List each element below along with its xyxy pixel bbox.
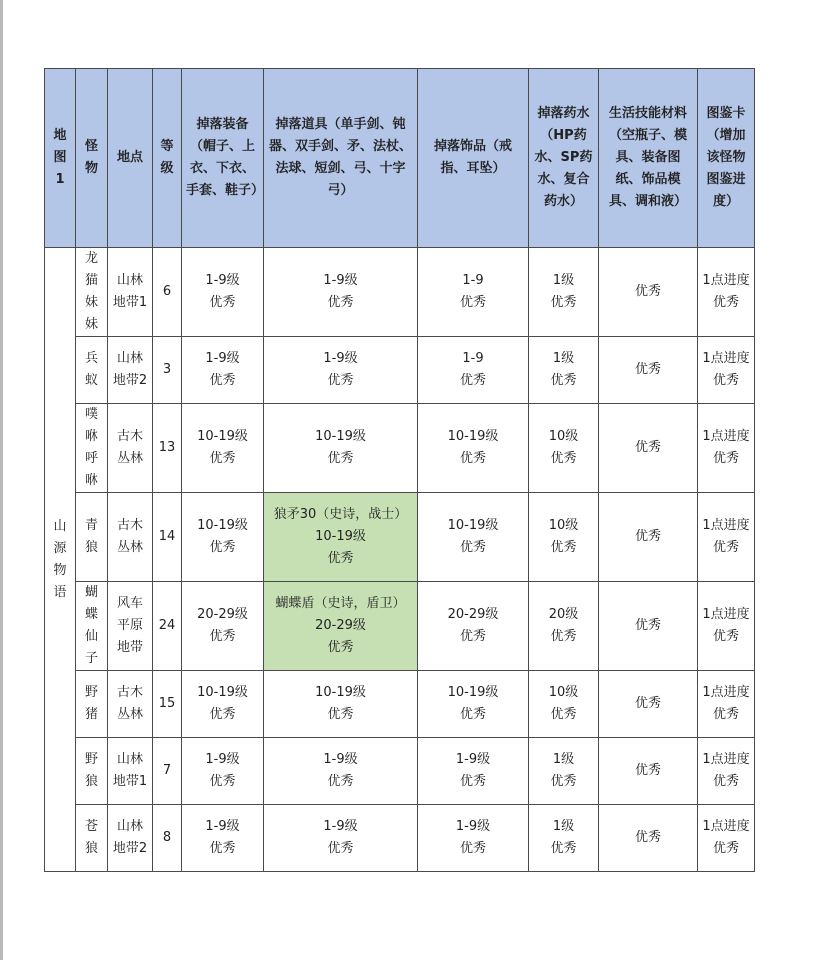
header-row <box>45 69 755 248</box>
equip-cell: 10-19级 优秀 <box>182 493 264 582</box>
material-cell: 优秀 <box>599 805 698 872</box>
location-cell: 山林地带2 <box>108 805 153 872</box>
header-accessory: 掉落饰品（戒指、耳坠） <box>418 69 529 248</box>
level-cell: 15 <box>153 671 182 738</box>
accessory-cell: 10-19级 优秀 <box>418 404 529 493</box>
equip-cell: 1-9级 优秀 <box>182 805 264 872</box>
header-monster: 怪物 <box>76 69 108 248</box>
equip-cell: 10-19级 优秀 <box>182 671 264 738</box>
potion-cell: 10级 优秀 <box>529 493 599 582</box>
material-cell: 优秀 <box>599 337 698 404</box>
potion-cell: 1级 优秀 <box>529 248 599 337</box>
accessory-cell: 1-9级 优秀 <box>418 805 529 872</box>
tool-cell: 1-9级 优秀 <box>264 337 418 404</box>
drop-table <box>44 68 755 872</box>
header-location: 地点 <box>108 69 153 248</box>
tool-cell: 1-9级 优秀 <box>264 805 418 872</box>
level-cell: 7 <box>153 738 182 805</box>
monster-cell: 龙猫妹妹 <box>76 248 108 337</box>
table-row <box>45 404 755 493</box>
accessory-cell: 10-19级 优秀 <box>418 493 529 582</box>
table-row <box>45 671 755 738</box>
equip-cell: 10-19级 优秀 <box>182 404 264 493</box>
map-name-cell: 山源物语 <box>45 248 76 872</box>
card-cell: 1点进度优秀 <box>698 805 755 872</box>
header-level: 等级 <box>153 69 182 248</box>
header-tools: 掉落道具（单手剑、钝器、双手剑、矛、法杖、法球、短剑、弓、十字弓） <box>264 69 418 248</box>
accessory-cell: 20-29级 优秀 <box>418 582 529 671</box>
location-cell: 古木丛林 <box>108 671 153 738</box>
table-row <box>45 493 755 582</box>
header-equip: 掉落装备（帽子、上衣、下衣、手套、鞋子） <box>182 69 264 248</box>
equip-cell: 1-9级 优秀 <box>182 738 264 805</box>
table-row <box>45 248 755 337</box>
accessory-cell: 1-9级 优秀 <box>418 738 529 805</box>
card-cell: 1点进度优秀 <box>698 337 755 404</box>
tool-cell-highlighted: 蝴蝶盾（史诗，盾卫） 20-29级 优秀 <box>264 582 418 671</box>
monster-cell: 蝴蝶仙子 <box>76 582 108 671</box>
level-cell: 8 <box>153 805 182 872</box>
tool-cell: 1-9级 优秀 <box>264 738 418 805</box>
header-map: 地图1 <box>45 69 76 248</box>
monster-cell: 噗咻呼咻 <box>76 404 108 493</box>
monster-cell: 苍狼 <box>76 805 108 872</box>
potion-cell: 20级 优秀 <box>529 582 599 671</box>
location-cell: 古木丛林 <box>108 493 153 582</box>
material-cell: 优秀 <box>599 671 698 738</box>
level-cell: 13 <box>153 404 182 493</box>
equip-cell: 1-9级 优秀 <box>182 337 264 404</box>
potion-cell: 1级 优秀 <box>529 337 599 404</box>
monster-cell: 野猪 <box>76 671 108 738</box>
card-cell: 1点进度优秀 <box>698 248 755 337</box>
potion-cell: 1级 优秀 <box>529 805 599 872</box>
location-cell: 山林地带1 <box>108 738 153 805</box>
level-cell: 6 <box>153 248 182 337</box>
monster-cell: 兵蚁 <box>76 337 108 404</box>
header-card: 图鉴卡（增加该怪物图鉴进度） <box>698 69 755 248</box>
table-row <box>45 337 755 404</box>
table-row <box>45 738 755 805</box>
monster-cell: 野狼 <box>76 738 108 805</box>
material-cell: 优秀 <box>599 738 698 805</box>
material-cell: 优秀 <box>599 582 698 671</box>
material-cell: 优秀 <box>599 404 698 493</box>
location-cell: 古木丛林 <box>108 404 153 493</box>
header-potion: 掉落药水（HP药水、SP药水、复合药水） <box>529 69 599 248</box>
potion-cell: 10级 优秀 <box>529 671 599 738</box>
tool-cell: 10-19级 优秀 <box>264 404 418 493</box>
table-row <box>45 805 755 872</box>
equip-cell: 20-29级 优秀 <box>182 582 264 671</box>
tool-cell: 1-9级 优秀 <box>264 248 418 337</box>
card-cell: 1点进度优秀 <box>698 671 755 738</box>
card-cell: 1点进度优秀 <box>698 582 755 671</box>
potion-cell: 10级 优秀 <box>529 404 599 493</box>
table-row <box>45 582 755 671</box>
card-cell: 1点进度优秀 <box>698 404 755 493</box>
material-cell: 优秀 <box>599 493 698 582</box>
level-cell: 14 <box>153 493 182 582</box>
accessory-cell: 1-9 优秀 <box>418 248 529 337</box>
equip-cell: 1-9级 优秀 <box>182 248 264 337</box>
location-cell: 山林地带2 <box>108 337 153 404</box>
location-cell: 风车平原地带 <box>108 582 153 671</box>
tool-cell-highlighted: 狼矛30（史诗，战士） 10-19级 优秀 <box>264 493 418 582</box>
card-cell: 1点进度优秀 <box>698 738 755 805</box>
potion-cell: 1级 优秀 <box>529 738 599 805</box>
location-cell: 山林地带1 <box>108 248 153 337</box>
material-cell: 优秀 <box>599 248 698 337</box>
accessory-cell: 10-19级 优秀 <box>418 671 529 738</box>
monster-cell: 青狼 <box>76 493 108 582</box>
accessory-cell: 1-9 优秀 <box>418 337 529 404</box>
header-material: 生活技能材料（空瓶子、模具、装备图纸、饰品模具、调和液） <box>599 69 698 248</box>
page-edge <box>0 0 3 960</box>
level-cell: 3 <box>153 337 182 404</box>
card-cell: 1点进度优秀 <box>698 493 755 582</box>
tool-cell: 10-19级 优秀 <box>264 671 418 738</box>
level-cell: 24 <box>153 582 182 671</box>
